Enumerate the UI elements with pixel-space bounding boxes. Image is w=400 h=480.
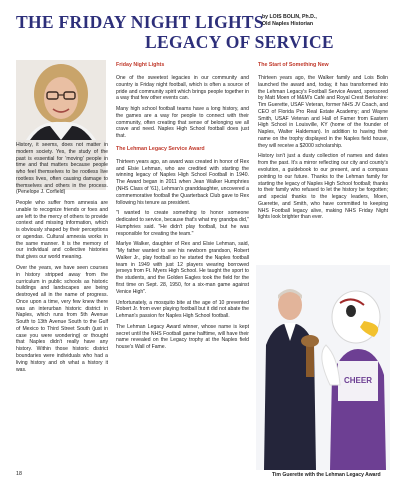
- mid-paragraph: Thirteen years ago, an award was created in honor of Rex and Elsie Lehman, who are credited with starting the winning legacy of Naples High School Football in 1940. The Award began in 2011 when Jean Walker Humphries (NHS Class of '61), Lehman's granddaughter, uncovered a commemorative football the Quarterback Club gave to Rex following his tenure as president.: [116, 158, 249, 206]
- author-role: Old Naples Historian: [262, 20, 314, 27]
- right-paragraph: Thirteen years ago, the Walker family and Lois Bolin launched the award and, today, it has transformed into the Lehman Legacy's Football Service Award, sponsored by Matt Moen of M&M's Café and Royal Crest Berkshire: Tim Guerette, USAF Veteran, former NHS JV Coach, and CEO of Florida Pro Real Estate Academy; and Wayne Smith, USAF Veteran and Hall of Famer from Eastern High School in Louisville, KY (home of the founder of Naples, Walter Haldeman). In addition to having their name on the trophy displayed in the Naples field house, they will receive a $2000 scholarship.: [258, 75, 388, 149]
- mid-paragraph: Unfortunately, a mosquito bite at the age of 10 prevented Robert Jr. from ever playing football but it did not abate the Lehman's passion for Naples High School football.: [116, 299, 249, 320]
- section-heading-start-of-something-new: The Start of Something New: [258, 62, 329, 68]
- mascot-shirt-text: CHEER: [343, 376, 373, 385]
- mid-paragraph: One of the sweetest legacies in our community and country is Friday night football, which is often a source of pride and community spirit which brings people together in a way that few other events can.: [116, 75, 249, 102]
- page-title-line-2: LEGACY OF SERVICE: [145, 32, 334, 52]
- section-heading-lehman-award: The Lehman Legacy Service Award: [116, 145, 205, 152]
- award-photo: [256, 265, 390, 470]
- left-paragraph: Over the years, we have seen courses in history stripped away from the curriculum in public schools as historic buildings and landscapes are being destroyed all in the name of progress. Once upon a time, very few knew there was an interurban historic district in Naples, which runs from 5th Avenue South to 13th Avenue South to the Gulf of Mexico to Third Street South (just in case you were wondering) or thought that Naples didn't really have any history. Within those historic district boundaries were individuals who had a living history and oh what a history it was.: [16, 265, 108, 373]
- byline: [262, 14, 317, 27]
- right-column: [258, 62, 388, 225]
- mid-paragraph: Many high school football teams have a long history, and the games are a way for people to connect with their community, often creating that sense of belonging we all crave and need. Naples High School football does just that.: [116, 106, 249, 140]
- mid-paragraph: The Lehman Legacy Award winner, whose name is kept secret until the NHS Football game halftime, will have their name revealed on the Legacy trophy at the Naples field house's Wall of Fame.: [116, 323, 249, 351]
- page-title-line-1: THE FRIDAY NIGHT LIGHTS: [16, 12, 264, 32]
- photo-caption: Tim Guerette with the Lehman Legacy Award: [272, 472, 381, 478]
- section-heading-friday-night-lights: Friday Night Lights: [116, 62, 165, 68]
- left-column: [16, 142, 108, 377]
- left-paragraph: History, it seems, does not matter in modern society. Yes, the study of the past is essential for 'moving' people in time and that matters because people who feel themselves to be rootless live rootless lives, often causing damage to themselves and others in the process. (Penelope J. Corfield): [16, 142, 108, 196]
- right-paragraph: History isn't just a dusty collection of names and dates from the past. It's a mirror reflecting our city and county's evolution, a guidebook to our present, and a compass pointing to our future. Thanks to the Lehman family for starting the legacy of Naples High School football; thanks to their family who refused to let the history be forgotten; and special thanks to the legacy leaders, Moen, Guerette, and Smith, who have committed to keeping NHS Football legacy alive, making NHS Friday Night lights look brighter than ever.: [258, 153, 388, 221]
- middle-column: [116, 62, 249, 355]
- page-number: 18: [16, 471, 22, 477]
- left-paragraph: People who suffer from amnesia are unable to recognize friends or foes and are left to the mercy of others to provide context and missing information, which is obviously shaped by their perceptions or agendas. Cultural amnesia works in the same manner. It is the memory of our individual and collective histories that gives our world meaning.: [16, 200, 108, 261]
- mid-paragraph: Marlye Walker, daughter of Rex and Elsie Lehman, said, "My father wanted to see his newborn grandson, Robert Walker Jr., play football so he started the Naples football team in 1949 with just 12 players wearing borrowed jerseys from Ft. Myers High School. He taught the sport to the students, and the Golden Eagles took the field for the first time on Sept. 28, 1950, for a six-man game against Venice High".: [116, 241, 249, 295]
- mid-paragraph: "I wanted to create something to honor someone dedicated to service, because that's what my grandpa did," Humphries said. "He didn't play football, but he was responsible for creating the team.": [116, 210, 249, 237]
- author-name: by LOIS BOLIN, Ph.D.,: [262, 14, 317, 20]
